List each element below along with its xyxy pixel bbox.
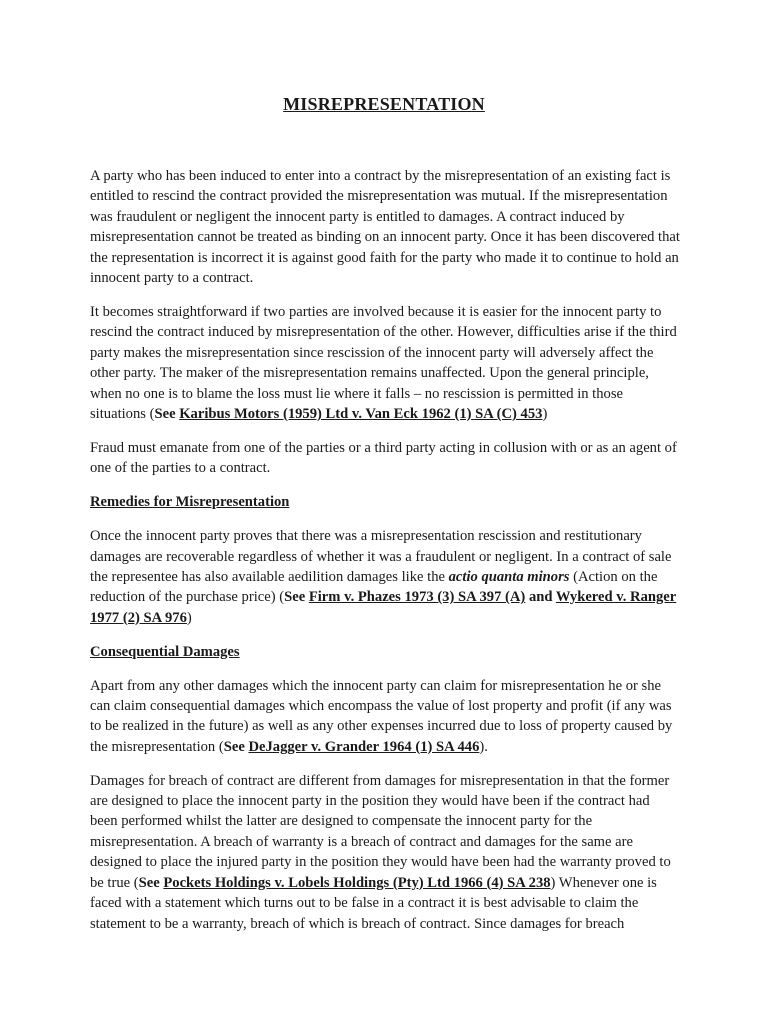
case-citation-wykered: Wykered v. Ranger 1977 (2) SA 976 bbox=[90, 589, 677, 626]
case-citation-karibus: Karibus Motors (1959) Ltd v. Van Eck 1962 (1) SA (C) 453 bbox=[179, 405, 543, 422]
paragraph-text: Once the innocent party proves that there was a misrepresentation rescission and restitutionary damages are recoverable regardless of whether it was a fraudulent or negligent. In a contract of sale the representee has also available aedilition damages like the bbox=[90, 528, 672, 585]
paragraph-text: Apart from any other damages which the innocent party can claim for misrepresentation he or she can claim consequential damages which encompass the value of lost property and profit (if any was to be realized in the future) as well as any other expenses incurred due to loss of property caused by the misrepresentation ( bbox=[90, 677, 673, 755]
paragraph-text: (Action on the reduction of the purchase price) ( bbox=[90, 568, 658, 606]
paragraph-third-party bbox=[90, 302, 680, 424]
paragraph-text: ) Whenever one is faced with a statement which turns out to be false in a contract it is best advisable to claim the statement to be a warranty, breach of which is breach of contract. Since damages for breach bbox=[90, 874, 657, 932]
paragraph-close: ). bbox=[479, 738, 488, 755]
paragraph-consequential bbox=[90, 676, 680, 758]
paragraph-remedies bbox=[90, 526, 680, 628]
paragraph-intro: A party who has been induced to enter into a contract by the misrepresentation of an existing fact is entitled to rescind the contract provided the misrepresentation was mutual. If the misrepresentation was fraudulent or negligent the innocent party is entitled to damages. A contract induced by misrepresentation cannot be treated as binding on an innocent party. Once it has been discovered that the representation is incorrect it is against good faith for the party who made it to continue to hold an innocent party to a contract. bbox=[90, 168, 680, 287]
see-label: See bbox=[138, 874, 160, 891]
latin-term: actio quanta minors bbox=[448, 568, 570, 585]
see-label: See bbox=[154, 405, 176, 422]
page-title: MISREPRESENTATION bbox=[283, 94, 485, 114]
heading-remedies: Remedies for Misrepresentation bbox=[90, 494, 290, 511]
and-label: and bbox=[528, 589, 553, 606]
case-citation-dejagger: DeJagger v. Grander 1964 (1) SA 446 bbox=[248, 738, 480, 755]
document-body bbox=[90, 166, 680, 947]
see-label: See bbox=[223, 738, 245, 755]
paragraph-text: Damages for breach of contract are different from damages for misrepresentation in that the former are designed to place the innocent party in the position they would have been if the contract had been performed whilst the latter are designed to compensate the innocent party for the misrepresentation. A breach of warranty is a breach of contract and damages for the same are designed to place the injured party in the position they would have been had the warranty proved to be true ( bbox=[90, 772, 671, 891]
heading-consequential: Consequential Damages bbox=[90, 643, 240, 660]
paragraph-close: ) bbox=[542, 405, 548, 422]
paragraph-text: It becomes straightforward if two parties are involved because it is easier for the innocent party to rescind the contract induced by misrepresentation of the other. However, difficulties arise if the third party makes the misrepresentation since rescission of the innocent party will adversely affect the other party. The maker of the misrepresentation remains unaffected. Upon the general principle, when no one is to blame the loss must lie where it falls – no rescission is permitted in those situations ( bbox=[90, 303, 677, 422]
paragraph-close: ) bbox=[186, 609, 192, 626]
case-citation-pockets: Pockets Holdings v. Lobels Holdings (Pty) Ltd 1966 (4) SA 238 bbox=[163, 874, 551, 891]
paragraph-breach bbox=[90, 771, 680, 934]
case-citation-firm: Firm v. Phazes 1973 (3) SA 397 (A) bbox=[308, 589, 526, 606]
paragraph-fraud: Fraud must emanate from one of the parties or a third party acting in collusion with or as an agent of one of the parties to a contract. bbox=[90, 439, 677, 477]
see-label: See bbox=[284, 589, 306, 606]
